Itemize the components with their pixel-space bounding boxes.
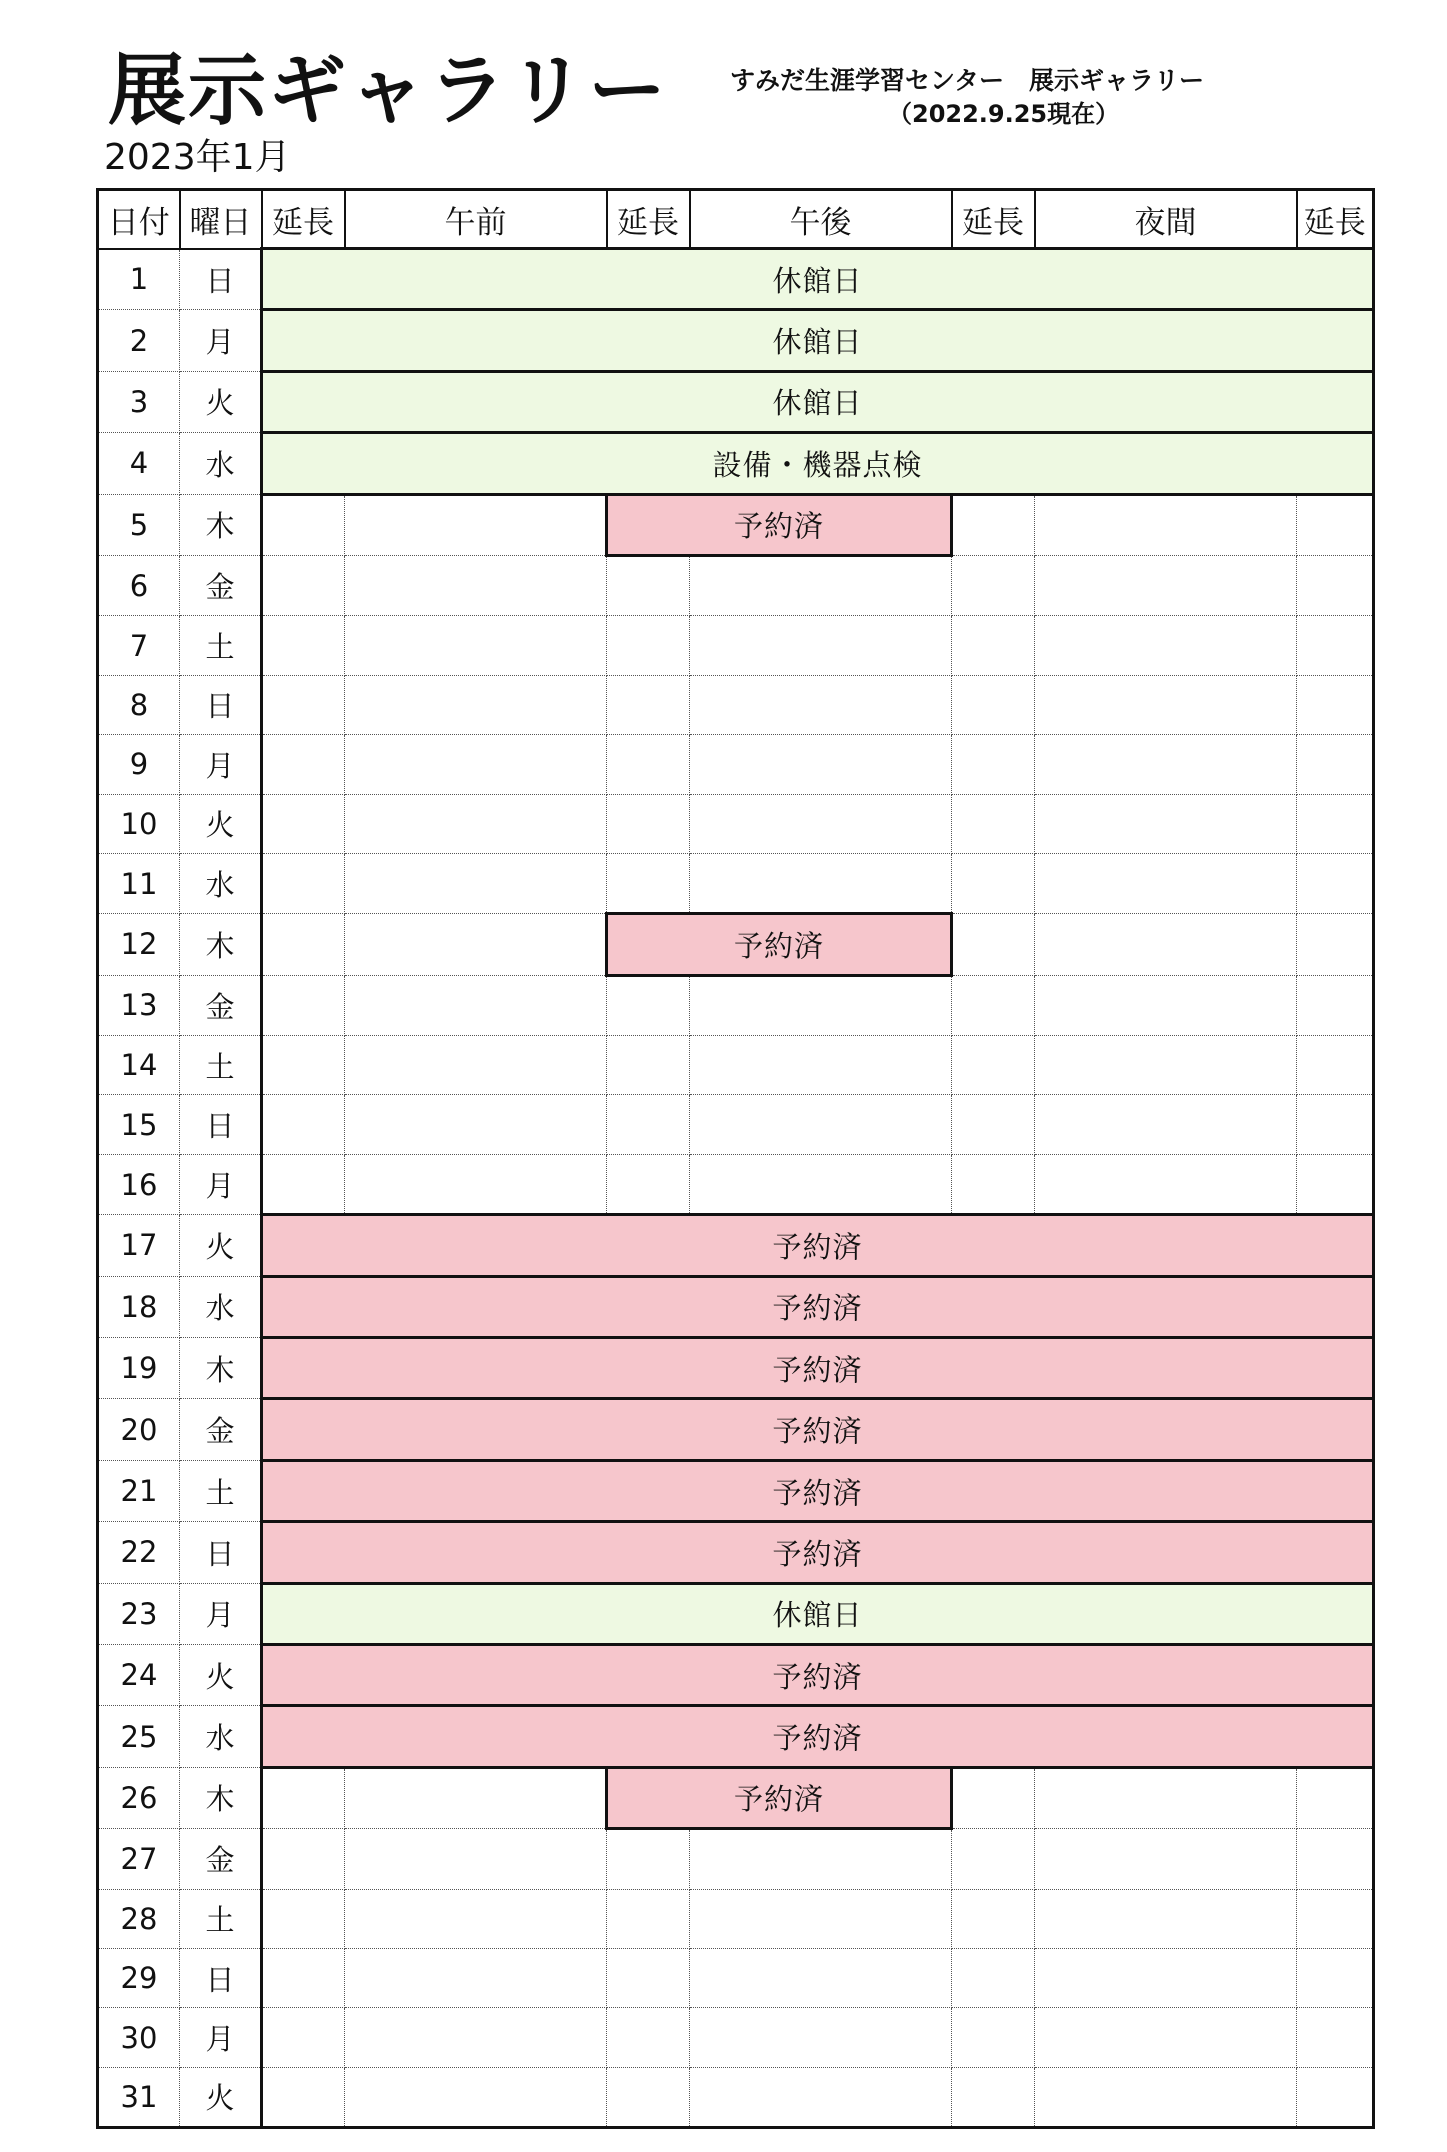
weekday-cell: 火 — [180, 794, 262, 853]
slot-cell-ext — [952, 735, 1035, 794]
slot-cell-afternoon — [690, 2067, 952, 2127]
day-cell: 27 — [98, 1829, 180, 1889]
weekday-cell: 火 — [180, 2067, 262, 2127]
slot-cell-ext — [607, 1889, 690, 1948]
weekday-cell: 金 — [180, 1829, 262, 1889]
weekday-cell: 木 — [180, 494, 262, 555]
slot-cell-ext — [607, 1948, 690, 2007]
slot-cell-ext — [262, 1767, 345, 1828]
weekday-cell: 火 — [180, 1644, 262, 1705]
slot-cell-morning — [345, 1889, 607, 1948]
weekday-cell: 火 — [180, 371, 262, 432]
slot-cell-ext — [262, 1154, 345, 1214]
slot-cell-night — [1035, 794, 1297, 853]
slot-cell-morning — [345, 2067, 607, 2127]
weekday-cell: 日 — [180, 675, 262, 734]
schedule-table — [96, 188, 1375, 2129]
slot-cell-ext — [952, 794, 1035, 853]
weekday-cell: 土 — [180, 1889, 262, 1948]
slot-cell-afternoon — [690, 735, 952, 794]
table-row — [98, 1829, 1374, 1889]
table-row — [98, 1399, 1374, 1460]
day-cell: 30 — [98, 2008, 180, 2067]
slot-cell-ext — [607, 1095, 690, 1154]
weekday-cell: 金 — [180, 1399, 262, 1460]
reserved-band: 予約済 — [262, 1460, 1374, 1521]
reserved-band: 予約済 — [607, 1767, 952, 1828]
slot-cell-night — [1035, 914, 1297, 975]
slot-cell-ext — [952, 1095, 1035, 1154]
slot-cell-morning — [345, 1767, 607, 1828]
closed-day-band: 休館日 — [262, 371, 1374, 432]
col-header-extension: 延長 — [1297, 190, 1374, 249]
slot-cell-ext — [952, 914, 1035, 975]
weekday-cell: 日 — [180, 1948, 262, 2007]
slot-cell-ext — [1297, 975, 1374, 1035]
col-header-extension: 延長 — [262, 190, 345, 249]
table-row — [98, 616, 1374, 675]
slot-cell-ext — [262, 675, 345, 734]
closed-day-band: 休館日 — [262, 1583, 1374, 1644]
slot-cell-ext — [607, 1829, 690, 1889]
slot-cell-ext — [952, 1889, 1035, 1948]
weekday-cell: 日 — [180, 1095, 262, 1154]
header-row — [98, 190, 1374, 249]
slot-cell-morning — [345, 735, 607, 794]
slot-cell-ext — [1297, 794, 1374, 853]
slot-cell-ext — [952, 616, 1035, 675]
slot-cell-ext — [1297, 914, 1374, 975]
slot-cell-ext — [952, 853, 1035, 913]
table-row — [98, 1767, 1374, 1828]
table-row — [98, 1706, 1374, 1767]
col-header-afternoon: 午後 — [690, 190, 952, 249]
slot-cell-night — [1035, 2008, 1297, 2067]
table-row — [98, 433, 1374, 494]
reserved-band: 予約済 — [262, 1338, 1374, 1399]
day-cell: 6 — [98, 555, 180, 615]
slot-cell-ext — [262, 555, 345, 615]
table-row — [98, 1889, 1374, 1948]
weekday-cell: 水 — [180, 433, 262, 494]
schedule-month: 2023年1月 — [104, 137, 291, 178]
slot-cell-ext — [262, 2008, 345, 2067]
slot-cell-night — [1035, 1036, 1297, 1095]
col-header-morning: 午前 — [345, 190, 607, 249]
slot-cell-morning — [345, 494, 607, 555]
slot-cell-morning — [345, 1154, 607, 1214]
slot-cell-ext — [607, 794, 690, 853]
slot-cell-ext — [262, 975, 345, 1035]
slot-cell-ext — [607, 1036, 690, 1095]
day-cell: 12 — [98, 914, 180, 975]
table-row — [98, 1276, 1374, 1337]
as-of-date: （2022.9.25現在） — [888, 100, 1120, 128]
table-row — [98, 794, 1374, 853]
slot-cell-ext — [607, 2067, 690, 2127]
weekday-cell: 土 — [180, 1036, 262, 1095]
slot-cell-ext — [1297, 1154, 1374, 1214]
table-row — [98, 1460, 1374, 1521]
slot-cell-ext — [952, 555, 1035, 615]
weekday-cell: 金 — [180, 975, 262, 1035]
day-cell: 2 — [98, 310, 180, 371]
slot-cell-ext — [607, 853, 690, 913]
slot-cell-afternoon — [690, 675, 952, 734]
slot-cell-night — [1035, 1948, 1297, 2007]
slot-cell-afternoon — [690, 1829, 952, 1889]
slot-cell-ext — [952, 1154, 1035, 1214]
slot-cell-ext — [262, 853, 345, 913]
slot-cell-ext — [262, 794, 345, 853]
table-row — [98, 310, 1374, 371]
weekday-cell: 月 — [180, 310, 262, 371]
slot-cell-night — [1035, 555, 1297, 615]
reserved-band: 予約済 — [262, 1399, 1374, 1460]
slot-cell-morning — [345, 1948, 607, 2007]
weekday-cell: 土 — [180, 1460, 262, 1521]
reserved-band: 予約済 — [262, 1276, 1374, 1337]
slot-cell-ext — [952, 1948, 1035, 2007]
slot-cell-morning — [345, 555, 607, 615]
table-row — [98, 914, 1374, 975]
table-row — [98, 1095, 1374, 1154]
slot-cell-ext — [262, 1889, 345, 1948]
slot-cell-ext — [1297, 555, 1374, 615]
slot-cell-ext — [262, 616, 345, 675]
slot-cell-night — [1035, 1767, 1297, 1828]
table-row — [98, 1338, 1374, 1399]
weekday-cell: 水 — [180, 853, 262, 913]
table-row — [98, 1154, 1374, 1214]
reserved-band: 予約済 — [262, 1706, 1374, 1767]
table-row — [98, 249, 1374, 310]
slot-cell-ext — [1297, 1036, 1374, 1095]
slot-cell-afternoon — [690, 1154, 952, 1214]
slot-cell-ext — [262, 735, 345, 794]
slot-cell-night — [1035, 616, 1297, 675]
slot-cell-ext — [262, 914, 345, 975]
day-cell: 14 — [98, 1036, 180, 1095]
slot-cell-ext — [952, 2008, 1035, 2067]
day-cell: 22 — [98, 1522, 180, 1583]
day-cell: 3 — [98, 371, 180, 432]
slot-cell-morning — [345, 914, 607, 975]
slot-cell-night — [1035, 1889, 1297, 1948]
day-cell: 16 — [98, 1154, 180, 1214]
day-cell: 4 — [98, 433, 180, 494]
slot-cell-ext — [1297, 853, 1374, 913]
table-row — [98, 1583, 1374, 1644]
slot-cell-morning — [345, 853, 607, 913]
slot-cell-night — [1035, 853, 1297, 913]
slot-cell-ext — [952, 494, 1035, 555]
page-title: 展示ギャラリー — [108, 46, 669, 136]
slot-cell-afternoon — [690, 555, 952, 615]
slot-cell-night — [1035, 975, 1297, 1035]
slot-cell-ext — [262, 1095, 345, 1154]
day-cell: 11 — [98, 853, 180, 913]
weekday-cell: 日 — [180, 249, 262, 310]
day-cell: 17 — [98, 1215, 180, 1276]
weekday-cell: 月 — [180, 1583, 262, 1644]
day-cell: 31 — [98, 2067, 180, 2127]
weekday-cell: 日 — [180, 1522, 262, 1583]
slot-cell-night — [1035, 1154, 1297, 1214]
day-cell: 19 — [98, 1338, 180, 1399]
table-row — [98, 1036, 1374, 1095]
day-cell: 25 — [98, 1706, 180, 1767]
day-cell: 15 — [98, 1095, 180, 1154]
slot-cell-ext — [607, 555, 690, 615]
day-cell: 9 — [98, 735, 180, 794]
table-row — [98, 1215, 1374, 1276]
table-row — [98, 371, 1374, 432]
table-row — [98, 853, 1374, 913]
slot-cell-morning — [345, 675, 607, 734]
weekday-cell: 木 — [180, 1767, 262, 1828]
day-cell: 5 — [98, 494, 180, 555]
slot-cell-ext — [1297, 1767, 1374, 1828]
slot-cell-morning — [345, 616, 607, 675]
table-row — [98, 555, 1374, 615]
weekday-cell: 木 — [180, 1338, 262, 1399]
col-header-date: 日付 — [98, 190, 180, 249]
slot-cell-ext — [607, 735, 690, 794]
slot-cell-ext — [1297, 1095, 1374, 1154]
weekday-cell: 水 — [180, 1706, 262, 1767]
table-row — [98, 975, 1374, 1035]
day-cell: 18 — [98, 1276, 180, 1337]
day-cell: 29 — [98, 1948, 180, 2007]
col-header-night: 夜間 — [1035, 190, 1297, 249]
weekday-cell: 木 — [180, 914, 262, 975]
table-row — [98, 1644, 1374, 1705]
day-cell: 1 — [98, 249, 180, 310]
closed-day-band: 休館日 — [262, 249, 1374, 310]
slot-cell-morning — [345, 975, 607, 1035]
slot-cell-night — [1035, 2067, 1297, 2127]
slot-cell-afternoon — [690, 1036, 952, 1095]
slot-cell-night — [1035, 1095, 1297, 1154]
slot-cell-ext — [952, 975, 1035, 1035]
day-cell: 13 — [98, 975, 180, 1035]
slot-cell-ext — [1297, 2008, 1374, 2067]
slot-cell-afternoon — [690, 2008, 952, 2067]
table-row — [98, 735, 1374, 794]
slot-cell-ext — [952, 2067, 1035, 2127]
slot-cell-ext — [952, 1829, 1035, 1889]
slot-cell-ext — [1297, 616, 1374, 675]
weekday-cell: 月 — [180, 735, 262, 794]
slot-cell-afternoon — [690, 616, 952, 675]
slot-cell-ext — [952, 1767, 1035, 1828]
day-cell: 24 — [98, 1644, 180, 1705]
slot-cell-night — [1035, 1829, 1297, 1889]
slot-cell-ext — [1297, 675, 1374, 734]
slot-cell-ext — [1297, 494, 1374, 555]
table-row — [98, 2008, 1374, 2067]
weekday-cell: 月 — [180, 1154, 262, 1214]
table-row — [98, 2067, 1374, 2127]
slot-cell-ext — [262, 2067, 345, 2127]
day-cell: 23 — [98, 1583, 180, 1644]
slot-cell-afternoon — [690, 1948, 952, 2007]
slot-cell-ext — [607, 975, 690, 1035]
slot-cell-morning — [345, 794, 607, 853]
slot-cell-night — [1035, 675, 1297, 734]
weekday-cell: 水 — [180, 1276, 262, 1337]
slot-cell-morning — [345, 1095, 607, 1154]
slot-cell-ext — [1297, 1829, 1374, 1889]
reserved-band: 予約済 — [607, 494, 952, 555]
table-row — [98, 1948, 1374, 2007]
day-cell: 7 — [98, 616, 180, 675]
day-cell: 8 — [98, 675, 180, 734]
slot-cell-afternoon — [690, 853, 952, 913]
reserved-band: 予約済 — [262, 1522, 1374, 1583]
slot-cell-afternoon — [690, 1889, 952, 1948]
slot-cell-ext — [607, 1154, 690, 1214]
schedule-body — [98, 249, 1374, 2128]
slot-cell-morning — [345, 1829, 607, 1889]
col-header-weekday: 曜日 — [180, 190, 262, 249]
weekday-cell: 土 — [180, 616, 262, 675]
slot-cell-afternoon — [690, 1095, 952, 1154]
slot-cell-ext — [262, 1036, 345, 1095]
organization-name: すみだ生涯学習センター 展示ギャラリー — [730, 66, 1205, 95]
table-row — [98, 1522, 1374, 1583]
slot-cell-ext — [1297, 2067, 1374, 2127]
slot-cell-afternoon — [690, 794, 952, 853]
slot-cell-night — [1035, 735, 1297, 794]
slot-cell-ext — [262, 494, 345, 555]
closed-day-band: 休館日 — [262, 310, 1374, 371]
weekday-cell: 金 — [180, 555, 262, 615]
day-cell: 26 — [98, 1767, 180, 1828]
slot-cell-ext — [1297, 1889, 1374, 1948]
slot-cell-ext — [1297, 1948, 1374, 2007]
reserved-band: 予約済 — [262, 1215, 1374, 1276]
closed-day-band: 設備・機器点検 — [262, 433, 1374, 494]
slot-cell-ext — [262, 1948, 345, 2007]
table-row — [98, 494, 1374, 555]
slot-cell-afternoon — [690, 975, 952, 1035]
col-header-extension: 延長 — [952, 190, 1035, 249]
slot-cell-ext — [952, 1036, 1035, 1095]
day-cell: 10 — [98, 794, 180, 853]
slot-cell-ext — [607, 675, 690, 734]
col-header-extension: 延長 — [607, 190, 690, 249]
slot-cell-night — [1035, 494, 1297, 555]
day-cell: 28 — [98, 1889, 180, 1948]
day-cell: 20 — [98, 1399, 180, 1460]
slot-cell-ext — [952, 675, 1035, 734]
table-row — [98, 675, 1374, 734]
slot-cell-ext — [607, 2008, 690, 2067]
weekday-cell: 火 — [180, 1215, 262, 1276]
slot-cell-ext — [1297, 735, 1374, 794]
reserved-band: 予約済 — [607, 914, 952, 975]
weekday-cell: 月 — [180, 2008, 262, 2067]
slot-cell-morning — [345, 1036, 607, 1095]
reserved-band: 予約済 — [262, 1644, 1374, 1705]
slot-cell-morning — [345, 2008, 607, 2067]
slot-cell-ext — [262, 1829, 345, 1889]
day-cell: 21 — [98, 1460, 180, 1521]
slot-cell-ext — [607, 616, 690, 675]
